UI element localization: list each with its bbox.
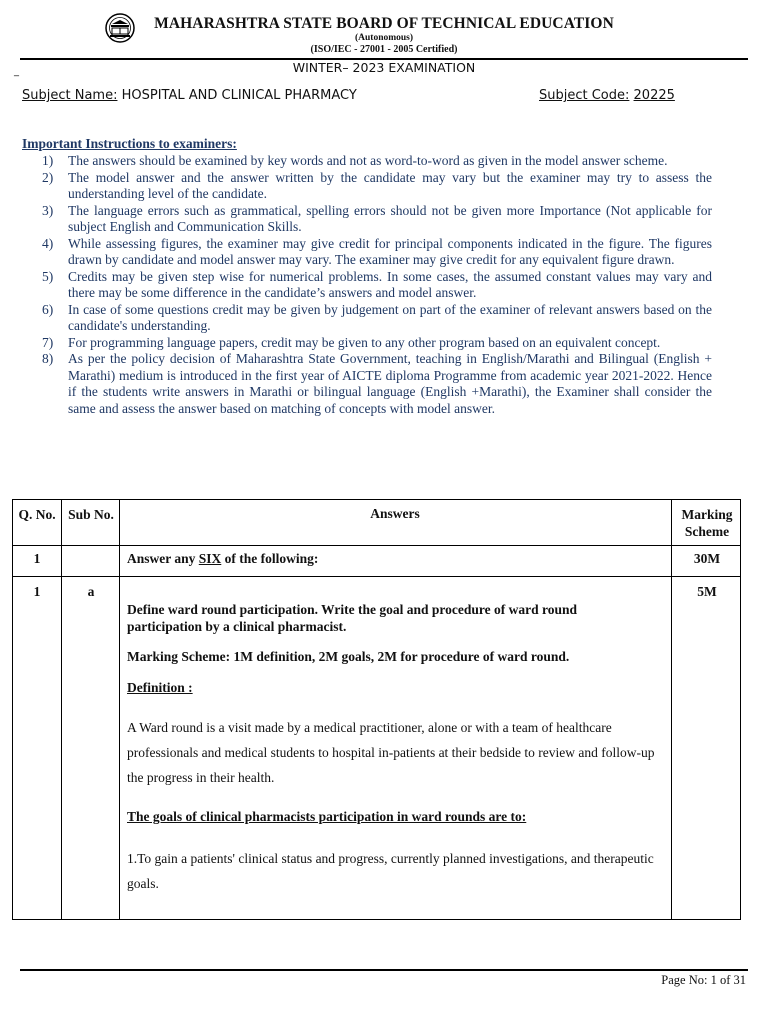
instruction-item: [22, 335, 712, 352]
iso-certification: (ISO/IEC - 27001 - 2005 Certified): [310, 44, 458, 55]
row2-sub-no: a: [87, 584, 95, 599]
instruction-item: [22, 236, 712, 269]
column-divider: [61, 500, 62, 919]
subject-name-value: HOSPITAL AND CLINICAL PHARMACY: [121, 88, 357, 103]
instructions-list: [22, 153, 712, 417]
row1-answer-prefix: Answer any: [127, 551, 199, 566]
instruction-item: [22, 302, 712, 335]
instruction-item: [22, 351, 712, 417]
header-q-no: Q. No.: [18, 507, 56, 522]
row1-marks: 30M: [693, 551, 721, 566]
instruction-text: The model answer and the answer written by the candidate may vary but the examiner may try to assess the understanding level of the candidate.: [68, 169, 712, 201]
instruction-number: 5): [42, 268, 54, 284]
row1-answer-six: SIX: [198, 551, 222, 566]
definition-text: A Ward round is a visit made by a medical practitioner, alone or with a team of healthcare professionals and medical students to hospital in-patients at their bedside to review and follow-up the progress in their health.: [127, 720, 655, 785]
instruction-item: [22, 203, 712, 236]
goal-item: 1.To gain a patients' clinical status and progress, currently planned investigations, and therapeutic goals.: [127, 851, 654, 891]
subject-code: [539, 88, 675, 103]
instruction-text: As per the policy decision of Maharashtra State Government, teaching in English/Marathi and Bilingual (English + Marathi) medium is introduced in the first year of AICTE diploma Programme from academic year 2021-2022. Hence if the students write answers in Marathi or bilingual language (English +Marathi), the Examiner shall consider the same and assess the answer based on matching of concepts with model answer.: [68, 351, 712, 416]
row1-q-no: 1: [33, 551, 41, 566]
question-text: Define ward round participation. Write the goal and procedure of ward round participation by a clinical pharmacist.: [127, 602, 578, 634]
instruction-number: 3): [42, 202, 54, 218]
definition-heading: Definition :: [127, 680, 193, 695]
column-divider: [119, 500, 120, 919]
instruction-number: 8): [42, 351, 54, 366]
marking-scheme-text: Marking Scheme: 1M definition, 2M goals, 2M for procedure of ward round.: [127, 649, 570, 664]
header-answers: Answers: [370, 506, 420, 521]
instruction-text: For programming language papers, credit may be given to any other program based on an equivalent concept.: [68, 334, 661, 350]
instruction-item: [22, 170, 712, 203]
instruction-text: While assessing figures, the examiner may give credit for principal components indicated in the figure. The figures drawn by candidate and model answer may vary. The examiner may give credit for any equivalent figure drawn.: [68, 235, 712, 267]
instruction-item: [22, 153, 712, 170]
instruction-text: The answers should be examined by key words and not as word-to-word as given in the model answer scheme.: [68, 153, 668, 168]
instruction-number: 4): [42, 235, 54, 251]
instruction-text: The language errors such as grammatical, spelling errors should not be given more Importance (Not applicable for subject English and Communication Skills.: [68, 202, 712, 234]
row-divider: [13, 576, 740, 577]
instructions-heading: Important Instructions to examiners:: [22, 136, 237, 151]
exam-title: WINTER– 2023 EXAMINATION: [292, 60, 476, 75]
goals-heading: The goals of clinical pharmacists participation in ward rounds are to:: [127, 809, 527, 824]
row1-answer: [127, 551, 647, 567]
subject-code-value: 20225: [633, 88, 675, 103]
instruction-text: Credits may be given step wise for numerical problems. In some cases, the assumed constant values may vary and there may be some difference in the candidate’s answers and model answer.: [68, 268, 712, 300]
instruction-number: 7): [42, 334, 54, 350]
board-name: MAHARASHTRA STATE BOARD OF TECHNICAL EDUCATION: [154, 15, 614, 32]
answer-table: [12, 499, 741, 920]
subject-code-label: Subject Code:: [539, 88, 630, 103]
header-marking-scheme: Marking Scheme: [681, 507, 733, 539]
instruction-number: 2): [42, 169, 54, 185]
row2-marks: 5M: [697, 584, 717, 599]
instruction-item: [22, 269, 712, 302]
subject-name-label: Subject Name:: [22, 88, 118, 103]
row-divider: [13, 545, 740, 546]
row1-answer-suffix: of the following:: [221, 551, 319, 566]
header-dash: _: [14, 66, 19, 77]
instruction-text: In case of some questions credit may be given by judgement on part of the examiner of relevant answers based on the candidate's understanding.: [68, 301, 712, 333]
header-sub-no: Sub No.: [68, 507, 114, 522]
instruction-number: 6): [42, 301, 54, 317]
autonomous-label: (Autonomous): [354, 33, 414, 43]
column-divider: [671, 500, 672, 919]
row2-q-no: 1: [33, 584, 41, 599]
instruction-number: 1): [42, 153, 54, 168]
subject-name: [22, 88, 357, 103]
footer-divider: [20, 969, 748, 971]
page-number: Page No: 1 of 31: [661, 973, 746, 987]
